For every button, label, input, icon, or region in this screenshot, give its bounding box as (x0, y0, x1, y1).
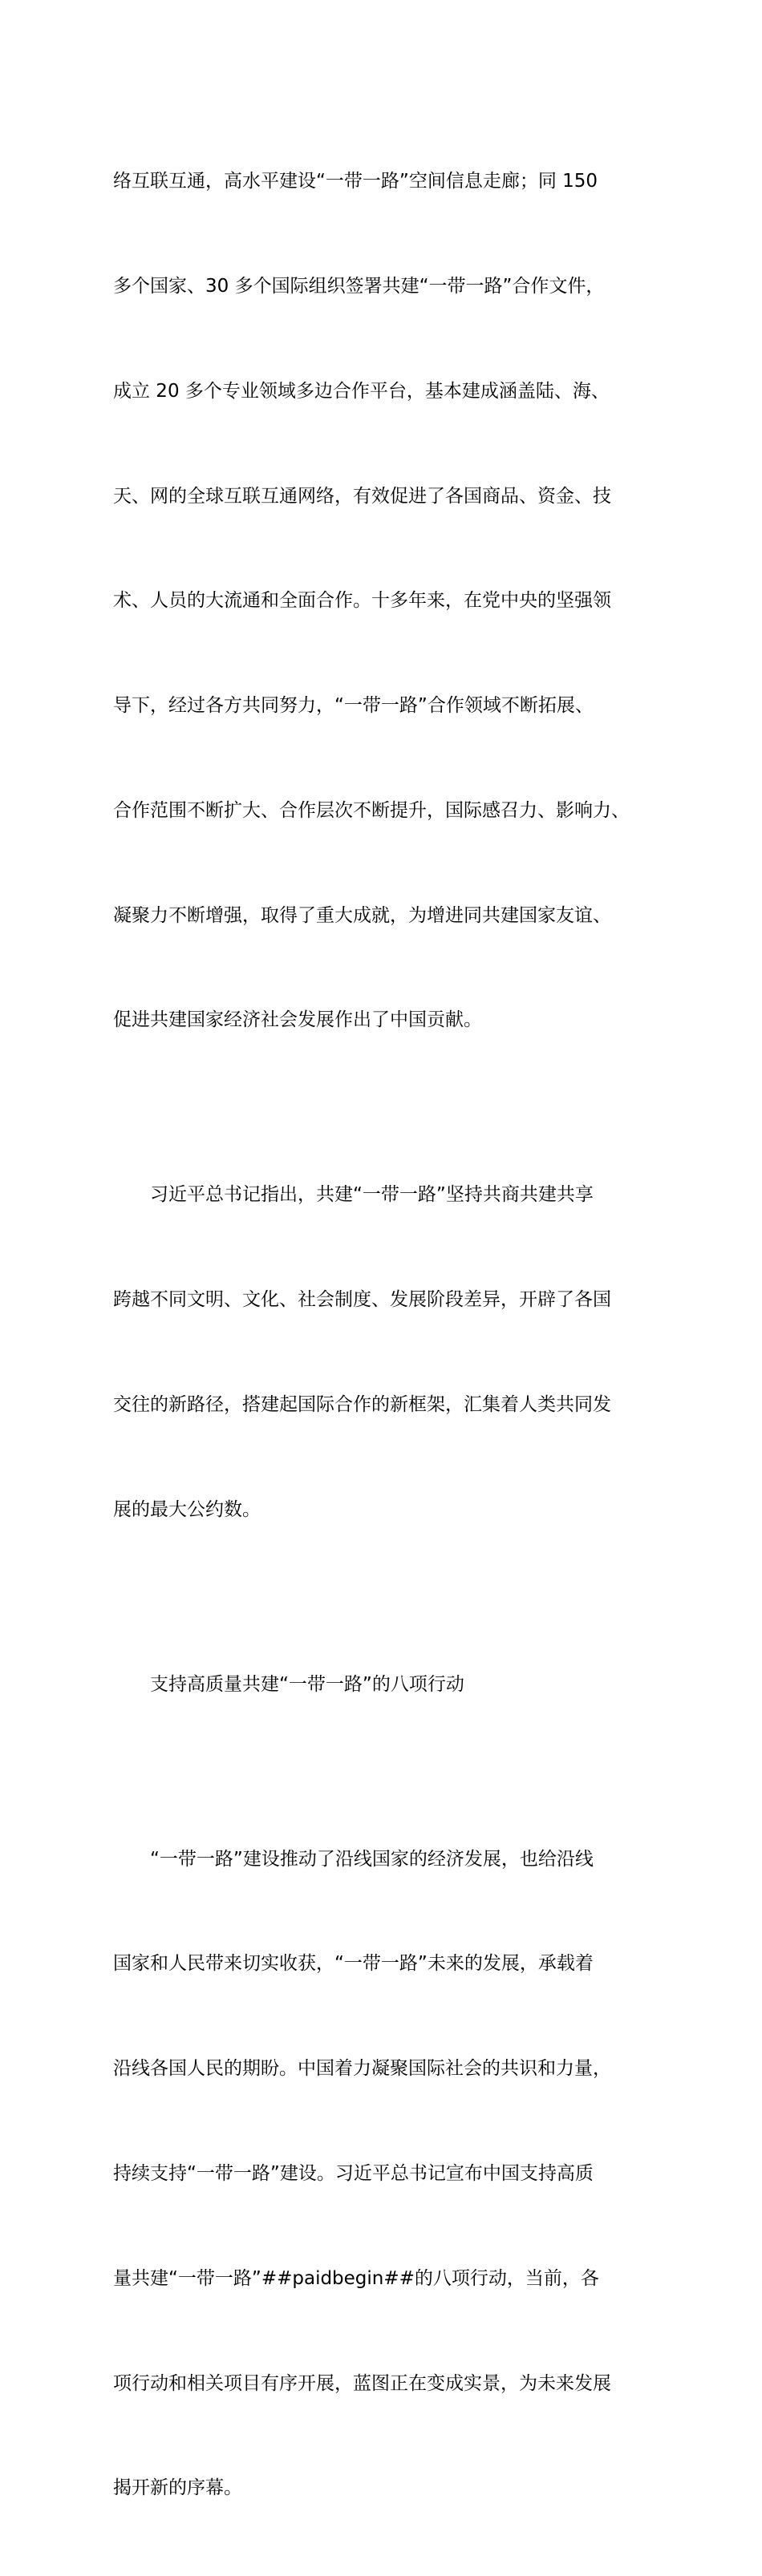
document-page (0, 0, 762, 986)
text-line: 揭开新的序幕。 (113, 2471, 667, 2506)
text-line: 国家和人民带来切实收获，“一带一路”未来的发展，承载着 (113, 1947, 667, 1982)
paragraph-achievements (113, 95, 667, 1108)
text-line: 成立 20 多个专业领域多边合作平台，基本建成涵盖陆、海、 (113, 374, 667, 410)
text-line: 多个国家、30 多个国际组织签署共建“一带一路”合作文件， (113, 269, 667, 305)
text-line: 量共建“一带一路”##paidbegin##的八项行动，当前，各 (113, 2262, 667, 2297)
text-line: 合作范围不断扩大、合作层次不断提升，国际感召力、影响力、 (113, 794, 667, 829)
text-line: 跨越不同文明、文化、社会制度、发展阶段差异，开辟了各国 (113, 1283, 667, 1318)
text-line: 促进共建国家经济社会发展作出了中国贡献。 (113, 1003, 667, 1038)
text-line: 交往的新路径，搭建起国际合作的新框架，汇集着人类共同发 (113, 1388, 667, 1423)
text-line: 项行动和相关项目有序开展，蓝图正在变成实景，为未来发展 (113, 2367, 667, 2402)
paragraph-eight-actions (113, 1773, 667, 2576)
heading-line: 支持高质量共建“一带一路”的八项行动 (113, 1668, 667, 1703)
section-heading (113, 1598, 667, 1773)
text-line: 术、人员的大流通和全面合作。十多年来，在党中央的坚强领 (113, 584, 667, 619)
text-line: 天、网的全球互联互通网络，有效促进了各国商品、资金、技 (113, 479, 667, 515)
document-body (113, 95, 667, 2576)
text-line: 沿线各国人民的期盼。中国着力凝聚国际社会的共识和力量， (113, 2052, 667, 2087)
text-line: 凝聚力不断增强，取得了重大成就，为增进同共建国家友谊、 (113, 899, 667, 934)
text-line: 络互联互通，高水平建设“一带一路”空间信息走廊；同 150 (113, 164, 667, 200)
paragraph-remarks (113, 1108, 667, 1597)
text-line: 展的最大公约数。 (113, 1493, 667, 1528)
text-line: “一带一路”建设推动了沿线国家的经济发展，也给沿线 (113, 1842, 667, 1878)
text-line: 持续支持“一带一路”建设。习近平总书记宣布中国支持高质 (113, 2157, 667, 2192)
text-line: 习近平总书记指出，共建“一带一路”坚持共商共建共享 (113, 1178, 667, 1213)
text-line: 导下，经过各方共同努力，“一带一路”合作领域不断拓展、 (113, 689, 667, 724)
